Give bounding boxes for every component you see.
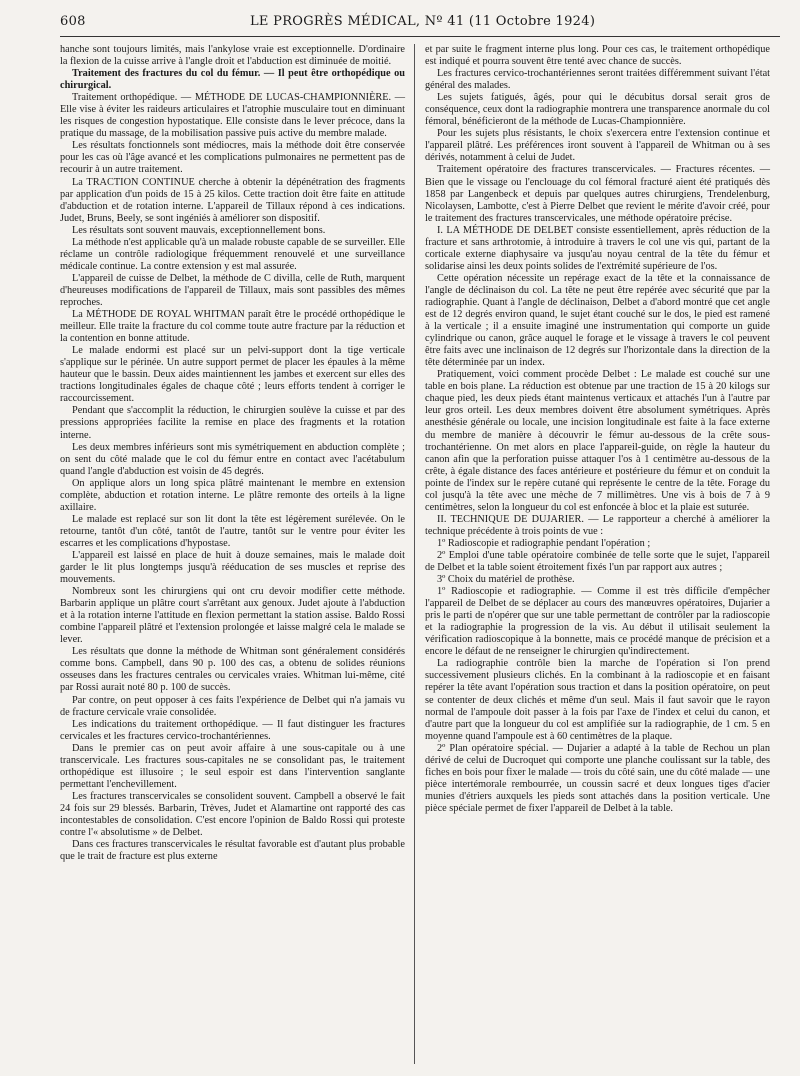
paragraph: Pratiquement, voici comment procède Delbet : Le malade est couché sur une table en bois plane. La réduction est obtenue par une traction de 15 à 20 kilogs sur chaque pied, les deux pieds étant maintenus verticaux et attachés l'un à l'autre par leur gros orteil. Les deux membres doivent être absolument symétriques. Après anesthésie générale ou locale, une incision longitudinale est faite à la face externe du membre de manière à découvrir le fémur au-dessous de la crête sous-trochantérienne. On met alors en place l'appareil-guide, on règle la hauteur du canon afin que la perforation puisse attaquer l'os à 1 centimètre au-dessous de la crête, à égale distance des faces antérieure et postérieure du fémur et on conduit la pointe de l'index sur le repère cutané qui représente le centre de la tête. Forage du col jusqu'à la tête avec une mèche de 7 millimètres. Une vis à bois de 7 à 9 centimètres, selon la longueur du col est enfoncée à bloc et la plaie est suturée.: [425, 369, 770, 513]
paragraph: Les résultats que donne la méthode de Whitman sont généralement considérés comme bons. Campbell, dans 90 p. 100 des cas, a obtenu de solides réunions osseuses dans les fractures centrales ou cervicales vraies. Whitman lui-même, cité par Rossi aurait noté 80 p. 100 de succès.: [60, 646, 405, 694]
paragraph: hanche sont toujours limités, mais l'ankylose vraie est exceptionnelle. D'ordinaire la flexion de la cuisse arrive à l'angle droit et l'abduction est diminuée de moitié.: [60, 44, 405, 68]
header-rule: [60, 36, 780, 37]
paragraph: Les indications du traitement orthopédique. — Il faut distinguer les fractures cervicales et les fractures cervico-trochantériennes.: [60, 718, 405, 742]
paragraph: Les fractures cervico-trochantériennes seront traitées différemment suivant l'état général des malades.: [425, 68, 770, 92]
paragraph: 2º Plan opératoire spécial. — Dujarier a adapté à la table de Rechou un plan dérivé de celui de Ducroquet qui comporte une planche coulissant sur la table, des fiches en bois pour fixer le malade — trois du côté sain, une du côté malade — une pièce intertémorale rembourrée, un coussin sacré et deux longues tiges d'acier munies d'étriers auxquels les pieds sont attachés dans la position verticale. Une pièce spéciale permet de fixer l'appareil de Delbet à la table.: [425, 742, 770, 814]
paragraph: La TRACTION CONTINUE cherche à obtenir la dépénétration des fragments par application d'un poids de 15 à 25 kilos. Cette traction doit être faite en attitude d'abduction et de rotation interne. L'appareil de Tillaux répond à ces indications. Judet, Bruns, Beely, se sont ingéniés à améliorer son dispositif.: [60, 176, 405, 224]
paragraph: Traitement orthopédique. — MÉTHODE DE LUCAS-CHAMPIONNIÈRE. — Elle vise à éviter les raideurs articulaires et l'atrophie musculaire tout en diminuant les risques de congestion hypostatique. Elle consiste dans le lever précoce, dans la pratique du massage, de la mobilisation passive puis active du membre malade.: [60, 92, 405, 140]
paragraph: Pour les sujets plus résistants, le choix s'exercera entre l'extension continue et l'appareil plâtré. Les préférences iront souvent à l'appareil de Whitman ou à ses dérivés, notamment à celui de Judet.: [425, 128, 770, 164]
paragraph: L'appareil de cuisse de Delbet, la méthode de C divilla, celle de Ruth, marquent d'heureuses modifications de l'appareil de Tillaux, mais sont passibles des mêmes reproches.: [60, 272, 405, 308]
paragraph: Traitement opératoire des fractures transcervicales. — Fractures récentes. — Bien que le vissage ou l'enclouage du col fémoral fracturé aient été pratiqués dès 1858 par Langenbeck et depuis par quelques autres chirurgiens, Trendelenburg, Nicolaysen, Lambotte, c'est à Pierre Delbet que revient le mérite d'avoir créé, pour le traitement des fractures transcervicales, une méthode opératoire précise.: [425, 164, 770, 224]
section-heading: Traitement des fractures du col du fémur. — Il peut être orthopédique ou chirurgical.: [60, 68, 405, 92]
paragraph: Les résultats sont souvent mauvais, exceptionnellement bons.: [72, 224, 326, 236]
paragraph: Les sujets fatigués, âgés, pour qui le décubitus dorsal serait gros de conséquence, ceux dont la radiographie montrera une transparence anormale du col fémoral, bénéficieront de la méthode de Lucas-Championnière.: [425, 92, 770, 128]
column-divider: [414, 44, 415, 1064]
paragraph: Dans le premier cas on peut avoir affaire à une sous-capitale ou à une transcervicale. Les fractures sous-capitales ne se consolidant pas, le traitement orthopédique est illusoire ; le seul espoir est dans l'intervention sanglante permettant l'enchevillement.: [60, 742, 405, 790]
paragraph: Les deux membres inférieurs sont mis symétriquement en abduction complète ; on sent du côté malade que le col du fémur entre en contact avec l'acétabulum quand l'angle d'abduction est voisin de 45 degrés.: [60, 441, 405, 477]
paragraph: Cette opération nécessite un repérage exact de la tête et la connaissance de l'angle de déclinaison du col. La tête ne peut être repérée avec sécurité que par la radiographie. Quant à l'angle de déclinaison, Delbet a d'abord montré que cet angle est de 12 degrés environ quand, le sujet étant couché sur le dos, le pied est ramené à la verticale ; il a ensuite imaginé une instrumentation qui comporte un guide cylindrique ou canon, grâce auquel le forage et le vissage à travers le col peuvent être faits avec une inclinaison de 12 degrés sur l'horizontale dans la direction de la tête déterminée par un index.: [425, 272, 770, 369]
paragraph: L'appareil est laissé en place de huit à douze semaines, mais le malade doit garder le lit plus longtemps jusqu'à rééducation de ses muscles et reprise des mouvements.: [60, 549, 405, 586]
paragraph: Par contre, on peut opposer à ces faits l'expérience de Delbet qui n'a jamais vu de fracture cervicale vraie consolidée.: [60, 694, 405, 718]
paragraph: 1º Radioscopie et radiographie pendant l'opération ;: [437, 537, 651, 549]
paragraph: Les fractures transcervicales se consolident souvent. Campbell a observé le fait 24 fois sur 29 blessés. Barbarin, Trèves, Judet et Alamartine ont rapporté des cas incontestables de consolidation. C'est encore l'opinion de Baldo Rossi qui proteste contre l'« absolutisme » de Delbet.: [60, 790, 405, 839]
paragraph: Dans ces fractures transcervicales le résultat favorable est d'autant plus probable que le trait de fracture est plus externe: [60, 839, 405, 863]
paragraph: I. LA MÉTHODE DE DELBET consiste essentiellement, après réduction de la fracture et sans arthrotomie, à introduire à travers le col une vis qui, partant de la corticale externe diaphysaire va jusqu'au noyau central de la tête du fémur et solidarise ainsi les deux points solides de l'extrémité supérieure de l'os.: [425, 224, 770, 272]
paragraph: 3º Choix du matériel de prothèse.: [437, 574, 575, 586]
paragraph: Le malade endormi est placé sur un pelvi-support dont la tige verticale s'applique sur le périnée. Un autre support permet de placer les épaules à la même hauteur que le bassin. Deux aides maintiennent les jambes et exercent sur elles des tractions longitudinales égales de chaque côté ; leurs efforts tendent à corriger le raccourcissement.: [60, 345, 405, 405]
paragraph: et par suite le fragment interne plus long. Pour ces cas, le traitement orthopédique est indiqué et pourra souvent être tenté avec chance de succès.: [425, 44, 770, 68]
paragraph: Les résultats fonctionnels sont médiocres, mais la méthode doit être conservée pour les cas où l'âge avancé et les complications pulmonaires ne permettent pas de recourir à un autre traitement.: [60, 140, 405, 176]
right-column: [425, 44, 770, 815]
paragraph: La méthode n'est applicable qu'à un malade robuste capable de se surveiller. Elle réclame un contrôle radiologique fréquemment renouvelé et une surveillance médicale continue. La contre extension y est mal assurée.: [60, 236, 405, 272]
paragraph: La MÉTHODE DE ROYAL WHITMAN paraît être le procédé orthopédique le meilleur. Elle traite la fracture du col comme toute autre fracture par la réduction et la contention en bonne attitude.: [60, 309, 405, 345]
left-column: [60, 44, 405, 863]
paragraph: 2º Emploi d'une table opératoire combinée de telle sorte que le sujet, l'appareil de Delbet et la table soient étroitement fixés l'un par rapport aux autres ;: [425, 549, 770, 574]
page-number: 608: [60, 14, 86, 29]
paragraph: Pendant que s'accomplit la réduction, le chirurgien soulève la cuisse et par des pressions appropriées facilite la remise en place des fragments et la rotation interne.: [60, 405, 405, 441]
running-head: [60, 14, 778, 34]
paragraph: La radiographie contrôle bien la marche de l'opération si l'on prend successivement plusieurs clichés. En la combinant à la radioscopie et en faisant repérer la tête avant l'opération sous traction et dans la position opératoire, on peut se contenter de deux clichés et même d'un seul. Mais il faut savoir que le rayon normal de l'ampoule doit passer à la fois par l'axe de l'index et celui du canon, et d'autre part que la longueur du col est amplifiée sur la radiographie, de 1 cm. 5 en moyenne quand l'ampoule est à 60 centimètres de la plaque.: [425, 658, 770, 742]
journal-title: LE PROGRÈS MÉDICAL, Nº 41 (11 Octobre 1924): [250, 14, 596, 29]
paragraph: II. TECHNIQUE DE DUJARIER. — Le rapporteur a cherché à améliorer la technique précédente à trois points de vue :: [425, 513, 770, 537]
paragraph: 1º Radioscopie et radiographie. — Comme il est très difficile d'empêcher l'appareil de Delbet de se déplacer au cours des manœuvres opératoires, Dujarier a pris le parti de n'opérer que sur une table permettant de contrôler par la radioscopie et la radiographie la progression de la vis. Au début il utilisait seulement la vérification radioscopique à la bonnette, mais ce procédé manque de précision et a encore le défaut de ne renseigner le chirurgien qu'indirectement.: [425, 586, 770, 658]
paragraph: Le malade est replacé sur son lit dont la tête est légèrement surélevée. On le retourne, tantôt d'un côté, tantôt de l'autre, tantôt sur le ventre pour éviter les escarres et les complications d'hypostase.: [60, 513, 405, 549]
paragraph: Nombreux sont les chirurgiens qui ont cru devoir modifier cette méthode. Barbarin applique un plâtre court s'arrêtant aux genoux. Judet ajoute à l'abduction et à la rotation interne l'attitude en flexion permettant la station assise. Baldo Rossi combine l'appareil plâtré et l'extension prolongée et laisse malgré cela le malade se lever.: [60, 586, 405, 646]
paragraph: On applique alors un long spica plâtré maintenant le membre en extension complète, abduction et rotation interne. Le plâtre remonte des orteils à la ligne axillaire.: [60, 477, 405, 513]
